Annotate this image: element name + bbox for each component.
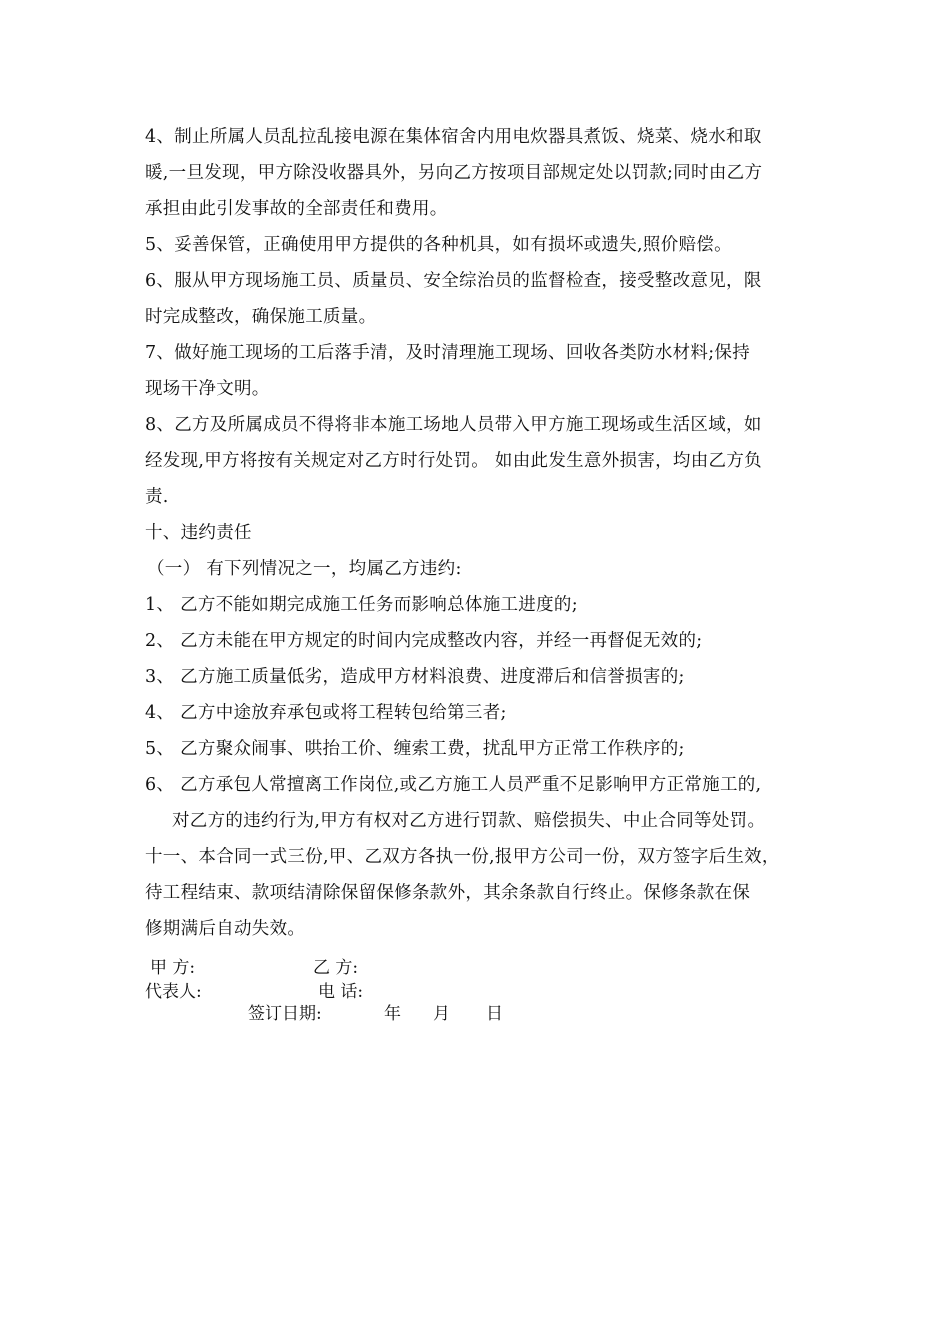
breach-penalty: 对乙方的违约行为,甲方有权对乙方进行罚款、赔偿损失、中止合同等处罚。 — [172, 811, 766, 831]
section-eleven-line-2: 待工程结束、款项结清除保留保修条款外，其余条款自行终止。保修条款在保 — [145, 883, 751, 903]
breach-item-6: 6、 乙方承包人常擅离工作岗位,或乙方施工人员严重不足影响甲方正常施工的, — [145, 775, 762, 795]
clause-4-line-1: 4、制止所属人员乱拉乱接电源在集体宿舍内用电炊器具煮饭、烧菜、烧水和取 — [145, 127, 762, 147]
sign-date-month: 月 — [433, 1004, 450, 1024]
phone-label: 电 话: — [318, 982, 364, 1002]
clause-8-line-2: 经发现,甲方将按有关规定对乙方时行处罚。 如由此发生意外损害，均由乙方负 — [145, 451, 762, 471]
breach-item-3: 3、 乙方施工质量低劣，造成甲方材料浪费、进度滞后和信誉损害的; — [145, 667, 685, 687]
breach-item-2: 2、 乙方未能在甲方规定的时间内完成整改内容，并经一再督促无效的; — [145, 631, 703, 651]
breach-item-5: 5、 乙方聚众闹事、哄抬工价、缠索工费，扰乱甲方正常工作秩序的; — [145, 739, 685, 759]
clause-4-line-2: 暖,一旦发现，甲方除没收器具外，另向乙方按项目部规定处以罚款;同时由乙方 — [145, 163, 763, 183]
breach-item-4: 4、 乙方中途放弃承包或将工程转包给第三者; — [145, 703, 507, 723]
clause-6-line-1: 6、服从甲方现场施工员、质量员、安全综治员的监督检查，接受整改意见，限 — [145, 271, 762, 291]
party-b-label: 乙 方: — [313, 958, 359, 978]
representative-label: 代表人: — [145, 982, 202, 1002]
sign-date-label: 签订日期: — [248, 1004, 322, 1024]
section-ten-heading: 十、违约责任 — [145, 523, 252, 543]
clause-6-line-2: 时完成整改，确保施工质量。 — [145, 307, 377, 327]
clause-5: 5、妥善保管，正确使用甲方提供的各种机具，如有损坏或遗失,照价赔偿。 — [145, 235, 732, 255]
clause-4-line-3: 承担由此引发事故的全部责任和费用。 — [145, 199, 448, 219]
sign-date-year: 年 — [384, 1004, 401, 1024]
section-ten-subheading: （一） 有下列情况之一，均属乙方违约: — [147, 559, 462, 579]
breach-item-1: 1、 乙方不能如期完成施工任务而影响总体施工进度的; — [145, 595, 578, 615]
clause-8-line-3: 责. — [145, 487, 169, 507]
clause-8-line-1: 8、乙方及所属成员不得将非本施工场地人员带入甲方施工现场或生活区域，如 — [145, 415, 762, 435]
clause-7-line-1: 7、做好施工现场的工后落手清，及时清理施工现场、回收各类防水材料;保持 — [145, 343, 751, 363]
sign-date-day: 日 — [486, 1004, 503, 1024]
clause-7-line-2: 现场干净文明。 — [145, 379, 270, 399]
section-eleven-line-3: 修期满后自动失效。 — [145, 919, 306, 939]
section-eleven-line-1: 十一、本合同一式三份,甲、乙双方各执一份,报甲方公司一份，双方签字后生效， — [145, 847, 780, 867]
party-a-label: 甲 方: — [150, 958, 196, 978]
